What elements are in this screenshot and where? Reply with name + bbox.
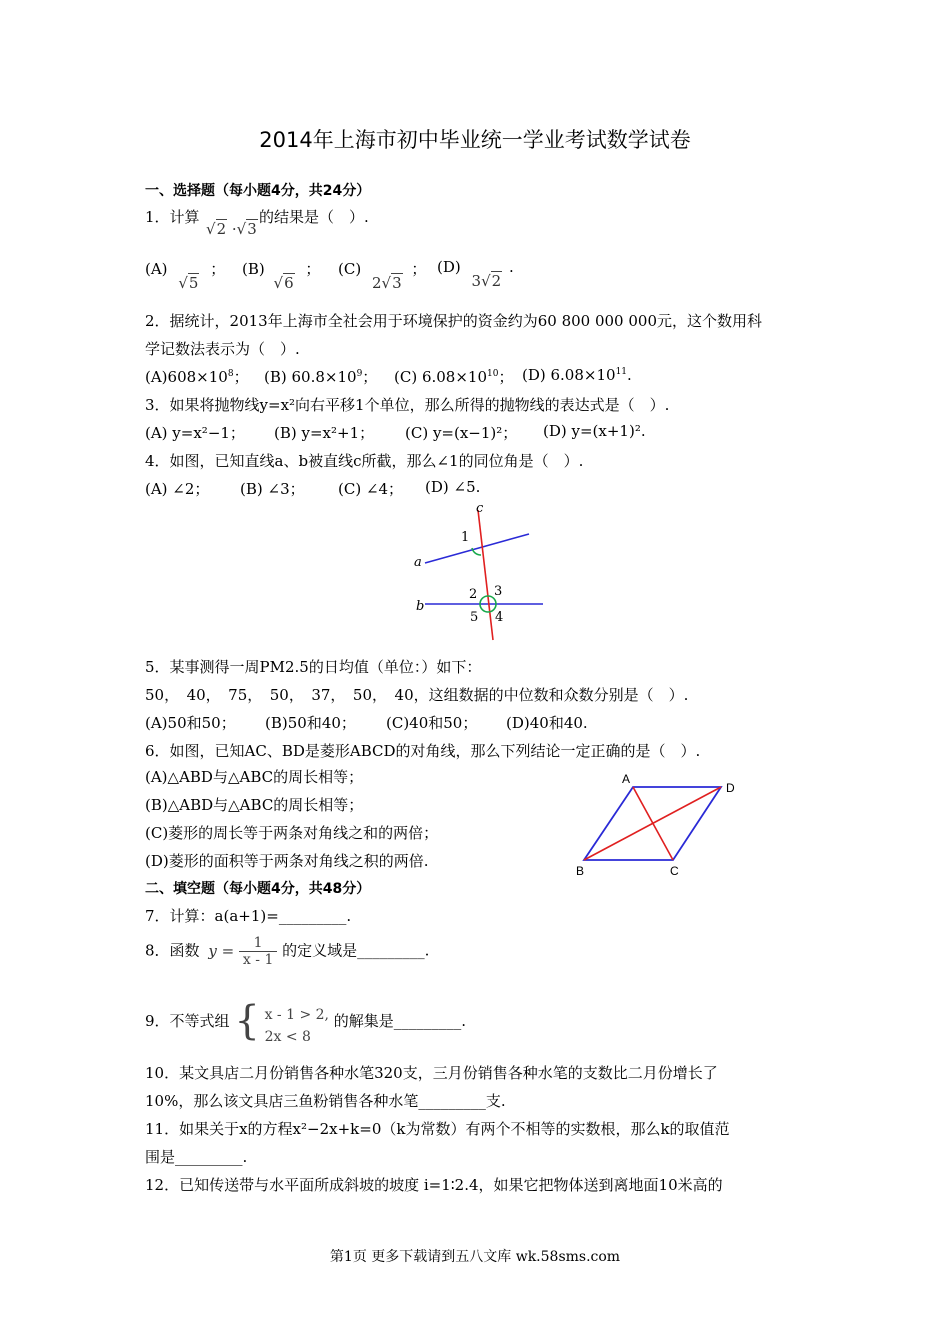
page-title: 2014年上海市初中毕业统一学业考试数学试卷	[259, 128, 691, 152]
q1-option-a: (A) √5 ；	[145, 260, 226, 292]
q3-option-d: (D) y=(x+1)².	[543, 422, 646, 440]
page-footer: 第1页 更多下载请到五八文库 wk.58sms.com	[329, 1249, 621, 1265]
q2-option-d: (D) $6.08\times 10^{11}$.	[522, 366, 632, 384]
q1-option-b: (B) √6 ；	[242, 260, 321, 292]
label-C: C	[670, 864, 679, 878]
line-c	[478, 510, 493, 640]
q3-option-a: (A) y=x²−1；	[145, 424, 245, 442]
label-b: b	[416, 599, 425, 614]
label-D: D	[726, 781, 735, 795]
q4-option-a: (A) ∠2；	[145, 480, 210, 498]
q1-option-d: (D) 3√2 .	[437, 258, 514, 290]
label-c: c	[476, 501, 484, 516]
label-angle-4: 4	[495, 610, 504, 625]
section-1-heading: 一、选择题（每小题4分，共24分）	[145, 183, 371, 199]
q4-lines-figure	[405, 500, 555, 645]
question-7: 7．计算：a(a+1)=_________.	[145, 907, 352, 925]
q5-option-b: (B)50和40；	[265, 714, 356, 732]
q2-option-b: (B) $60.8\times 10^9$；	[264, 368, 378, 386]
question-9: 9．不等式组 { x - 1 > 2, 2x < 8 的解集是_________.	[145, 998, 467, 1045]
question-2-line1: 2．据统计，2013年上海市全社会用于环境保护的资金约为60 800 000 000元，这个数用科	[145, 312, 763, 330]
q2-option-a: $(A)608\times 10^8$；	[145, 368, 249, 386]
question-11-line2: 围是_________.	[145, 1148, 248, 1166]
label-angle-2: 2	[469, 587, 478, 602]
question-2-line2: 学记数法表示为（ ）.	[145, 340, 300, 358]
q5-option-c: (C)40和50；	[386, 714, 478, 732]
question-1-expression: √2 ·√3	[206, 220, 257, 238]
question-4-text: 4．如图，已知直线a、b被直线c所截，那么∠1的同位角是（ ）.	[145, 452, 584, 470]
label-a: a	[414, 555, 422, 570]
label-A: A	[622, 772, 631, 786]
question-11-line1: 11．如果关于x的方程x²−2x+k=0（k为常数）有两个不相等的实数根，那么k的取值范	[145, 1120, 730, 1138]
label-angle-3: 3	[494, 584, 503, 599]
line-a	[425, 534, 529, 563]
question-10-line2: 10%，那么该文具店三鱼粉销售各种水笔_________支.	[145, 1092, 506, 1110]
q6-option-c: (C)菱形的周长等于两条对角线之和的两倍；	[145, 824, 439, 842]
q2-option-c: (C) $6.08\times 10^{10}$；	[394, 368, 514, 386]
question-5-line2: 50， 40， 75， 50， 37， 50， 40，这组数据的中位数和众数分别是（ ）.	[145, 686, 689, 704]
q6-rhombus-figure	[570, 770, 740, 880]
label-angle-1: 1	[461, 530, 470, 545]
q4-option-d: (D) ∠5.	[425, 478, 481, 496]
q6-option-a: (A)△ABD与△ABC的周长相等；	[145, 768, 364, 786]
question-5-line1: 5．某事测得一周PM2.5的日均值（单位：）如下：	[145, 658, 482, 676]
q3-option-b: (B) y=x²+1；	[274, 424, 375, 442]
q1-option-c: (C) 2√3 ；	[338, 260, 427, 292]
q5-option-d: (D)40和40.	[506, 714, 588, 732]
q5-option-a: (A)50和50；	[145, 714, 236, 732]
q6-option-d: (D)菱形的面积等于两条对角线之积的两倍.	[145, 852, 429, 870]
question-1-tail: 的结果是（ ）.	[259, 208, 369, 226]
label-angle-5: 5	[470, 610, 479, 625]
diagonal-bd	[584, 787, 721, 860]
q3-option-c: (C) y=(x−1)²；	[405, 424, 518, 442]
q4-option-b: (B) ∠3；	[240, 480, 305, 498]
question-3-text: 3．如果将抛物线y=x²向右平移1个单位，那么所得的抛物线的表达式是（ ）.	[145, 396, 670, 414]
question-10-line1: 10．某文具店二月份销售各种水笔320支，三月份销售各种水笔的支数比二月份增长了	[145, 1064, 718, 1082]
q6-option-b: (B)△ABD与△ABC的周长相等；	[145, 796, 364, 814]
section-2-heading: 二、填空题（每小题4分，共48分）	[145, 881, 371, 897]
question-8: 8．函数 y = $\frac{1}{x - 1}$ 的定义域是_________.	[145, 935, 430, 968]
question-1-text: 1．计算	[145, 208, 200, 226]
question-6-text: 6．如图，已知AC、BD是菱形ABCD的对角线，那么下列结论一定正确的是（ ）.	[145, 742, 701, 760]
question-12-line1: 12．已知传送带与水平面所成斜坡的坡度 i=1∶2.4，如果它把物体送到离地面10米高的	[145, 1176, 723, 1194]
q4-option-c: (C) ∠4；	[338, 480, 404, 498]
label-B: B	[576, 864, 585, 878]
